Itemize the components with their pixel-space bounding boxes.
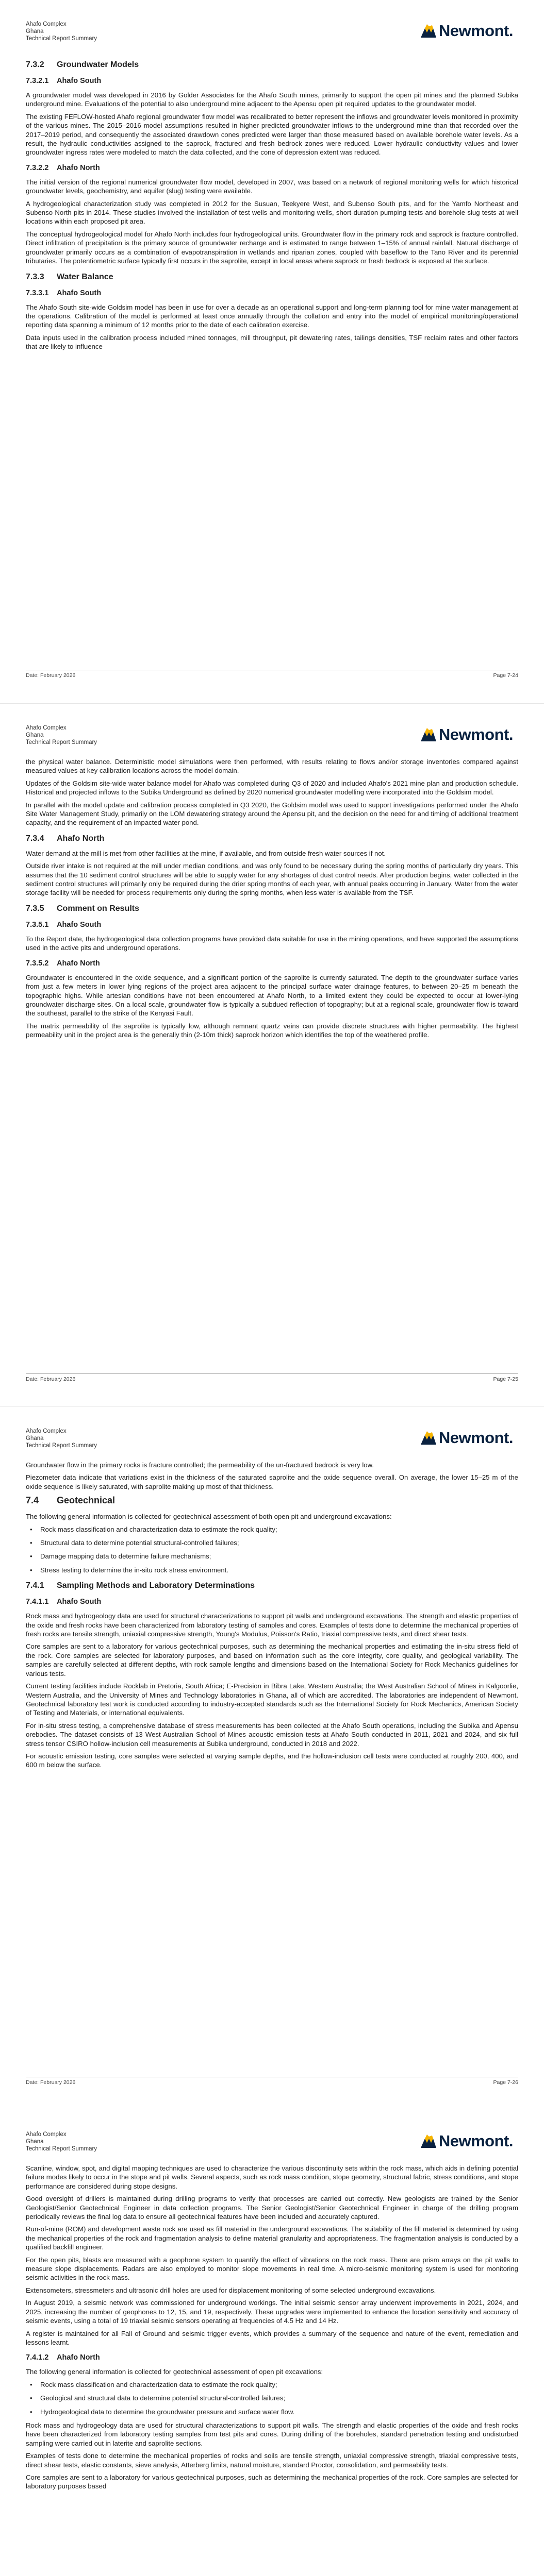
bullet-icon: • [30,1539,32,1547]
page-footer [26,670,518,679]
list-item-text: Rock mass classification and characterization data to estimate the rock quality; [40,1525,277,1533]
section-number: 7.3.2 [26,60,44,69]
section-title: Geotechnical [57,1495,116,1506]
paragraph: Rock mass and hydrogeology data are used for structural characterizations to support pit walls and underground excavations. The strength and elastic properties of the oxide and fresh rocks have been characterized from laboratory testing of samples and cores. Examples of tests done to determine the mechanical properties of fresh rocks are tensile strength, uniaxial compressive strength, Young's Modulus, Poisson's Ratio, triaxial compressive tests, and direct shear tests. [26,1612,518,1638]
page-7-27 [0,2110,544,2576]
paragraph: The conceptual hydrogeological model for Ahafo North includes four hydrogeological units. Groundwater flow in the primary rock and saprock is fracture controlled. Direct infiltration of precipitation is the primary source of groundwater recharge and is estimated to range between 1–15% of annual rainfall. Natural discharge of groundwater primarily occurs as a combination of evapotranspiration in wetlands and riparian zones, coupled with baseflow to the Tano River and its perennial tributaries. The potentiometric surface typically first occurs in the saprolite, except in local areas where saprock or fresh bedrock is exposed at the surface. [26,230,518,265]
paragraph: Extensometers, stressmeters and ultrasonic drill holes are used for displacement monitoring of some selected underground excavations. [26,2286,436,2294]
paragraph: The matrix permeability of the saprolite is typically low, although remnant quartz veins can provide discrete structures with higher permeability. The highest permeability unit in the project area is the generally thin (2-10m thick) saprock horizon which identifies the top of the weathered profile. [26,1022,518,1039]
header-line-1: Ahafo Complex [26,1428,67,1434]
page-7-26 [0,1406,544,2110]
section-title: Ahafo North [57,834,105,843]
logo-text: Newmont. [438,22,513,40]
page-content [26,757,518,1043]
section-title: Groundwater Models [57,60,139,69]
paragraph: To the Report date, the hydrogeological data collection programs have provided data suitable for use in the mining operations, and have supported the assumptions used in the active pits and underground operations. [26,935,518,952]
paragraph: Groundwater is encountered in the oxide sequence, and a significant portion of the saprolite is currently saturated. The depth to the groundwater surface varies from just a few meters in lower lying regions of the project area adjacent to the principal surface water drainage features, to between 20–25 m beneath the topographic highs. While artesian conditions have not been encountered at Ahafo North, to a limited extent they could be expected to occur at lower-lying groundwater discharge sites. On a local scale, groundwater flow is typically a subdued reflection of topography; but at a regional scale, groundwater flow is toward the southeast, parallel to the strike of the Kenyasi Fault. [26,973,518,1018]
list-item-text: Structural data to determine potential structural-controlled failures; [40,1539,239,1547]
section-number: 7.3.5 [26,904,44,913]
logo-text: Newmont. [438,1429,513,1447]
footer-date: Date: February 2026 [26,2079,76,2086]
page-header [26,2131,97,2153]
list-item [26,2394,518,2402]
paragraph: Scanline, window, spot, and digital mapping techniques are used to characterize the various discontinuity sets within the rock mass, which aids in defining potential failure modes likely to occur in the stope and pit walls. Several aspects, such as rock mass condition, stope geometry, structural fabric, stress conditions, and stope performance are considered during stope designs. [26,2164,518,2190]
section-title: Comment on Results [57,904,140,913]
section-title: Ahafo North [57,2353,100,2362]
paragraph: Core samples are sent to a laboratory for various geotechnical purposes, such as determining the mechanical properties and estimating the in-situ stress field of the rock. Core samples are selected for laboratory purposes, and based on information such as the core integrity, core quality, and geological variability. The samples are carefully selected at different depths, with rock sample lengths and dimensions based on the International Society for Rock Mechanics guidelines for various tests. [26,1642,518,1677]
paragraph: The following general information is collected for geotechnical assessment of open pit excavations: [26,2368,323,2376]
bullet-icon: • [30,1552,32,1561]
list-item [26,1538,518,1547]
section-7-3-2-1-heading [26,76,518,86]
paragraph: A hydrogeological characterization study was completed in 2012 for the Susuan, Teekyere West, and Subenso South pits, and for the Yamfo Northeast and Subenso North pits in 2014. These studies involved the installation of test wells and monitoring wells, short-duration pumping tests and borehole slug tests at well locations within each proposed pit area. [26,199,518,226]
section-number: 7.4.1 [26,1581,44,1590]
paragraph: For acoustic emission testing, core samples were selected at varying sample depths, and the hollow-inclusion cell tests were conducted at roughly 200, 400, and 600 m below the surface. [26,1752,518,1769]
paragraph: The existing FEFLOW-hosted Ahafo regional groundwater flow model was recalibrated to better represent the inflows and groundwater levels monitored in proximity of the various mines. The 2015–2016 model assumptions resulted in higher predicted groundwater inflows to the underground mine than that recorded over the 2017–2019 period, and consequently the associated drawdown cones predicted were larger than those measured based on available borehole water levels. As a result, the hydraulic conductivities assigned to the saprock, fractured and fresh bedrock zones were reduced. Lower hydraulic conductivity values and lower groundwater ingress rates were modeled to match the data collected, and the cone of depression extent was reduced. [26,112,518,157]
section-7-3-2-2-heading [26,163,518,173]
header-line-3: Technical Report Summary [26,2146,97,2152]
paragraph: Updates of the Goldsim site-wide water balance model for Ahafo was completed during Q3 of 2020 and included Ahafo's 2021 mine plan and production schedule. Historical and projected inflows to the Subika Underground as defined by 2020 numerical groundwater modelling were incorporated into the Goldsim model. [26,779,518,796]
section-7-4-1-heading [26,1581,518,1591]
section-title: Ahafo South [57,1598,102,1606]
section-title: Ahafo North [57,959,100,968]
header-line-3: Technical Report Summary [26,36,97,42]
section-7-3-5-2-heading [26,959,518,968]
newmont-logo-icon [420,23,437,39]
paragraph: Core samples are sent to a laboratory for various geotechnical purposes, such as determining the mechanical properties of the rock. Core samples are selected for laboratory purposes based [26,2473,518,2490]
bullet-list [26,2380,518,2416]
section-title: Ahafo North [57,163,100,172]
section-number: 7.3.2.1 [26,77,49,85]
section-number: 7.3.4 [26,834,44,843]
footer-page-number: Page 7-26 [493,2079,518,2086]
list-item [26,2380,518,2389]
section-7-3-5-1-heading [26,920,518,929]
footer-date: Date: February 2026 [26,1376,76,1382]
paragraph: The initial version of the regional numerical groundwater flow model, developed in 2007, was based on a network of regional monitoring wells for which historical groundwater levels, geochemistry, and aquifer (slug) testing were available. [26,178,518,195]
bullet-icon: • [30,2394,32,2402]
section-number: 7.3.3 [26,272,44,281]
section-title: Ahafo South [57,920,102,929]
paragraph: Rock mass and hydrogeology data are used for structural characterizations to support pit walls. The strength and elastic properties of the oxide and fresh rocks have been characterized from laboratory testing samples from test pits and cores. During drilling of the boreholes, standard penetration testing and undisturbed sampling were carried out in laterite and saprolite sections. [26,2421,518,2447]
newmont-logo-icon [420,727,437,742]
newmont-logo [420,725,513,744]
header-line-1: Ahafo Complex [26,725,67,731]
paragraph: In parallel with the model update and calibration process completed in Q3 2020, the Goldsim model was used to support investigations performed under the Ahafo Site Water Management Study, primarily on the LOM dewatering strategy around the Apensu pit, and the decision on the need for and timing of additional treatment capacity, and the requirement of an impacted water pond. [26,801,518,827]
paragraph: Water demand at the mill is met from other facilities at the mine, if available, and from outside fresh water sources if not. [26,849,386,857]
section-7-3-4-heading [26,834,518,844]
paragraph: Good oversight of drillers is maintained during drilling programs to verify that processes are carried out correctly. New geologists are trained by the Senior Geologist/Senior Geotechnical Engineer in data collection programs. The Senior Geologist/Senior Geotechnical Engineer in charge of the drilling program periodically reviews the final log data to ensure all geotechnical features have been included and accurately captured. [26,2195,518,2221]
section-number: 7.4.1.1 [26,1598,49,1606]
paragraph: The Ahafo South site-wide Goldsim model has been in use for over a decade as an operational support and long-term planning tool for mine water management at the operations. Calibration of the model is performed at least once annually through the collation and entry into the model of empirical monitoring/operational reporting data spanning a minimum of 12 months prior to the date of each calibration exercise. [26,303,518,329]
section-7-4-heading [26,1495,518,1506]
section-7-3-3-heading [26,272,518,282]
paragraph: For the open pits, blasts are measured with a geophone system to quantify the effect of vibrations on the rock mass. There are prism arrays on the pit walls to measure slope displacements. Radars are also employed to monitor slope movements in real time. A micro-seismic monitoring system is used for monitoring seismic activities in the rock mass. [26,2256,518,2282]
header-line-3: Technical Report Summary [26,1443,97,1449]
list-item-text: Stress testing to determine the in-situ rock stress environment. [40,1566,229,1574]
paragraph: Outside river intake is not required at the mill under median conditions, and was only found to be necessary during the spring months of particularly dry years. This assumes that the 10 sediment control structures will be able to supply water for any shortages of dust control needs. After production begins, water collected in the sediment control structures will primarily only be required during the drier spring months of each year, with annual peaks occurring in January. Water from the water storage facility will be needed for process requirements only during the spring months, when less water is available from the TSF. [26,862,518,897]
section-number: 7.3.5.2 [26,959,49,968]
section-title: Water Balance [57,272,113,281]
header-line-1: Ahafo Complex [26,21,67,27]
page-header [26,724,97,746]
page-header [26,1428,97,1449]
page-content [26,2164,518,2495]
list-item [26,1566,518,1574]
section-title: Ahafo South [57,289,102,297]
header-line-2: Ghana [26,2139,44,2145]
header-line-2: Ghana [26,732,44,738]
list-item [26,1525,518,1534]
section-number: 7.3.5.1 [26,920,49,929]
list-item-text: Hydrogeological data to determine the groundwater pressure and surface water flow. [40,2408,295,2416]
section-7-3-2-heading [26,60,518,70]
paragraph: the physical water balance. Deterministic model simulations were then performed, with results relating to flows and/or storage inventories compared against measured values at key calibration locations across the model domain. [26,758,518,775]
section-7-3-3-1-heading [26,289,518,298]
list-item [26,2408,518,2416]
paragraph: Current testing facilities include Rocklab in Pretoria, South Africa; E-Precision in Bibra Lake, Western Australia; the West Australian School of Mines in Kalgoorlie, Western Australia, and the University of Mines and Technology laboratories in Ghana, all of which are accredited. The laboratories are independent of Newmont. Geotechnical laboratory test work is conducted according to industry-accepted standards such as the International Society for Rock Mechanics, American Society of Testing and Materials, or international equivalents. [26,1682,518,1717]
newmont-logo [420,1429,513,1447]
paragraph: Examples of tests done to determine the mechanical properties of rocks and soils are tensile strength, uniaxial compressive strength, triaxial compressive tests, direct shear tests, elastic constants, sieve analysis, Atterberg limits, natural moisture, standard Proctor, consolidation, and permeability tests. [26,2452,518,2469]
bullet-icon: • [30,2380,32,2388]
header-line-3: Technical Report Summary [26,739,97,745]
page-7-24 [0,0,544,703]
section-number: 7.3.3.1 [26,289,49,297]
section-7-4-1-1-heading [26,1597,518,1606]
header-line-2: Ghana [26,28,44,35]
footer-date: Date: February 2026 [26,672,76,679]
paragraph: Data inputs used in the calibration process included mined tonnages, mill throughput, pit dewatering rates, tailings densities, TSF reclaim rates and other factors that are likely to influence [26,333,518,351]
logo-text: Newmont. [438,725,513,743]
page-footer [26,1374,518,1382]
page-content [26,1461,518,1773]
section-7-4-1-2-heading [26,2353,518,2362]
header-line-2: Ghana [26,1435,44,1442]
bullet-list [26,1525,518,1575]
logo-text: Newmont. [438,2132,513,2150]
page-content [26,54,518,355]
paragraph: In August 2019, a seismic network was commissioned for underground workings. The initial seismic sensor array underwent improvements in 2021, 2024, and 2025, increasing the number of geophones to 12, 15, and 19, respectively. These upgrades were implemented to enhance the location sensitivity and accuracy of seismic events, using a total of 19 triaxial seismic sensors operating at frequencies of 4.5 Hz and 14 Hz. [26,2299,518,2325]
section-number: 7.3.2.2 [26,163,49,172]
paragraph: A groundwater model was developed in 2016 by Golder Associates for the Ahafo South mines, primarily to support the open pit mines and the planned Subika underground mine. Evaluations of the potential to also underground mine adjacent to the Apensu open pit required updates to the groundwater model. [26,91,518,108]
list-item [26,1552,518,1561]
paragraph: The following general information is collected for geotechnical assessment of both open pit and underground excavations: [26,1513,392,1521]
newmont-logo-icon [420,1430,437,1446]
section-number: 7.4 [26,1495,39,1506]
page-7-25 [0,703,544,1407]
section-7-3-5-heading [26,904,518,914]
newmont-logo [420,2132,513,2150]
paragraph: Groundwater flow in the primary rocks is fracture controlled; the permeability of the un-fractured bedrock is very low. [26,1461,374,1469]
list-item-text: Damage mapping data to determine failure mechanisms; [40,1552,211,1561]
page-footer [26,2077,518,2086]
list-item-text: Rock mass classification and characterization data to estimate the rock quality; [40,2380,277,2388]
section-number: 7.4.1.2 [26,2353,49,2362]
newmont-logo [420,22,513,40]
paragraph: A register is maintained for all Fall of Ground and seismic trigger events, which provides a summary of the sequence and nature of the event, remediation and lessons learnt. [26,2329,518,2346]
bullet-icon: • [30,1566,32,1574]
section-title: Sampling Methods and Laboratory Determinations [57,1581,255,1590]
list-item-text: Geological and structural data to determine potential structural-controlled failures; [40,2394,286,2402]
paragraph: Run-of-mine (ROM) and development waste rock are used as fill material in the underground excavations. The suitability of the fill material is determined by using the mechanical properties of the rock and fragmentation analysis to define material granularity and appropriateness. The fragmentation analysis is conducted by a qualified backfill engineer. [26,2225,518,2251]
footer-page-number: Page 7-25 [493,1376,518,1382]
page-header [26,21,97,42]
bullet-icon: • [30,1525,32,1533]
header-line-1: Ahafo Complex [26,2131,67,2138]
bullet-icon: • [30,2408,32,2416]
newmont-logo-icon [420,2133,437,2149]
paragraph: Piezometer data indicate that variations exist in the thickness of the saturated saprolite and the oxide sequence overall. On average, the lower 15–25 m of the oxide sequence is likely saturated, with saprolite making up most of that thickness. [26,1473,518,1490]
section-title: Ahafo South [57,77,102,85]
footer-page-number: Page 7-24 [493,672,518,679]
paragraph: For in-situ stress testing, a comprehensive database of stress measurements has been collected at the Ahafo South operations, including the Subika and Apensu orebodies. The dataset consists of 13 West Australian School of Mines acoustic emission tests at Ahafo South conducted in 2011, 2021 and 2024, and six full stress tensor CSIRO hollow-inclusion cell measurements at Subika underground, conducted in 2018 and 2022. [26,1721,518,1748]
